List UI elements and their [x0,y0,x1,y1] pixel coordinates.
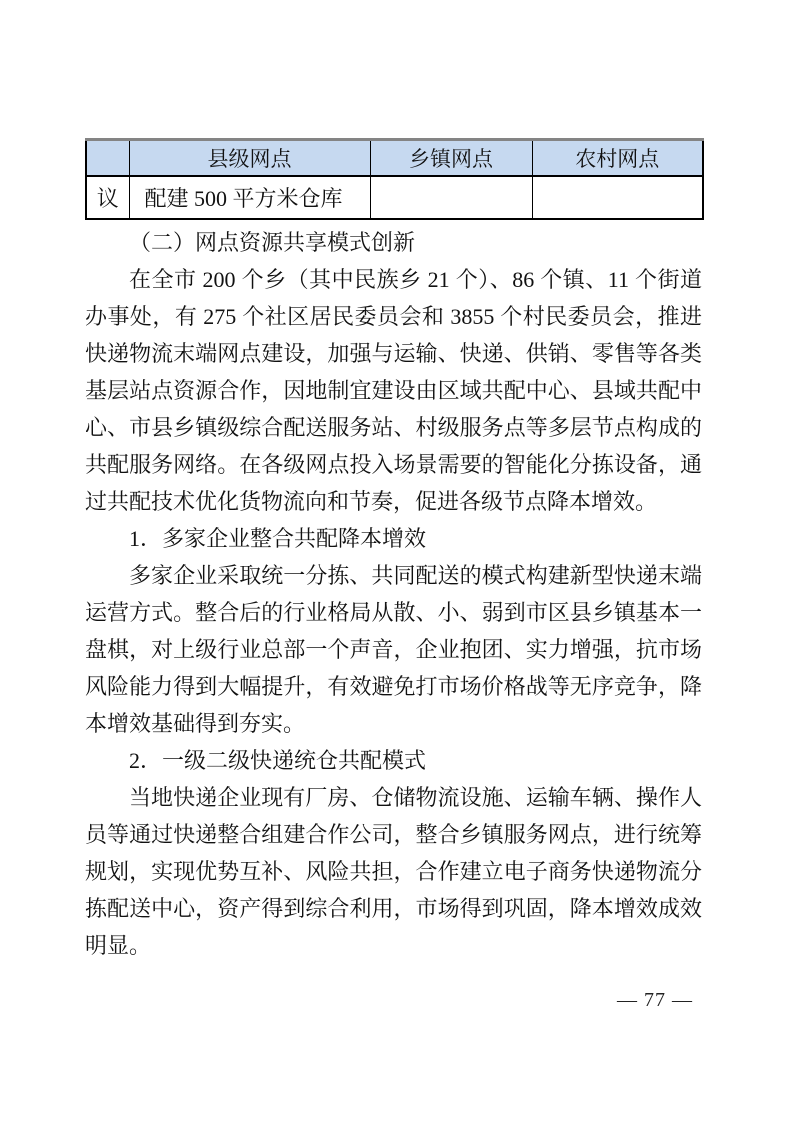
table-header-township-outlets: 乡镇网点 [370,140,532,177]
table-header-rural-outlets: 农村网点 [532,140,703,177]
paragraph-3: 当地快递企业现有厂房、仓储物流设施、运输车辆、操作人员等通过快递整合组建合作公司，整合乡镇服务网点，进行统筹规划，实现优势互补、风险共担，合作建立电子商务快递物流分拣配送中心，资产得到综合利用，市场得到巩固，降本增效成效明显。 [85,785,702,958]
table-row [86,176,703,219]
paragraph-2: 多家企业采取统一分拣、共同配送的模式构建新型快递末端运营方式。整合后的行业格局从散、小、弱到市区县乡镇基本一盘棋，对上级行业总部一个声音，企业抱团、实力增强，抗市场风险能力得到大幅提升，有效避免打市场价格战等无序竞争，降本增效基础得到夯实。 [85,563,702,736]
table-cell-county-value: 配建 500 平方米仓库 [129,176,370,219]
network-points-table [85,138,704,220]
table-header-row [86,140,703,177]
subsection-heading-1: 1．多家企业整合共配降本增效 [129,526,427,551]
table-header-county-outlets: 县级网点 [129,140,370,177]
content-area [85,138,702,964]
page-number: — 77 — [617,989,693,1011]
table-cell-rural-value [532,176,703,219]
document-body [85,224,702,964]
subsection-heading-2: 2．一级二级快递统仓共配模式 [129,748,427,773]
section-heading: （二）网点资源共享模式创新 [129,230,416,255]
table-cell-township-value [370,176,532,219]
table-cell-row-label: 议 [86,176,129,219]
table-header-empty [86,140,129,177]
paragraph-1: 在全市 200 个乡（其中民族乡 21 个）、86 个镇、11 个街道办事处，有 275 个社区居民委员会和 3855 个村民委员会，推进快递物流末端网点建设，加强与运输、快递、供销、零售等各类基层站点资源合作，因地制宜建设由区域共配中心、县域共配中心、市县乡镇级综合配送服务站、村级服务点等多层节点构成的共配服务网络。在各级网点投入场景需要的智能化分拣设备，通过共配技术优化货物流向和节奏，促进各级节点降本增效。 [85,267,702,514]
